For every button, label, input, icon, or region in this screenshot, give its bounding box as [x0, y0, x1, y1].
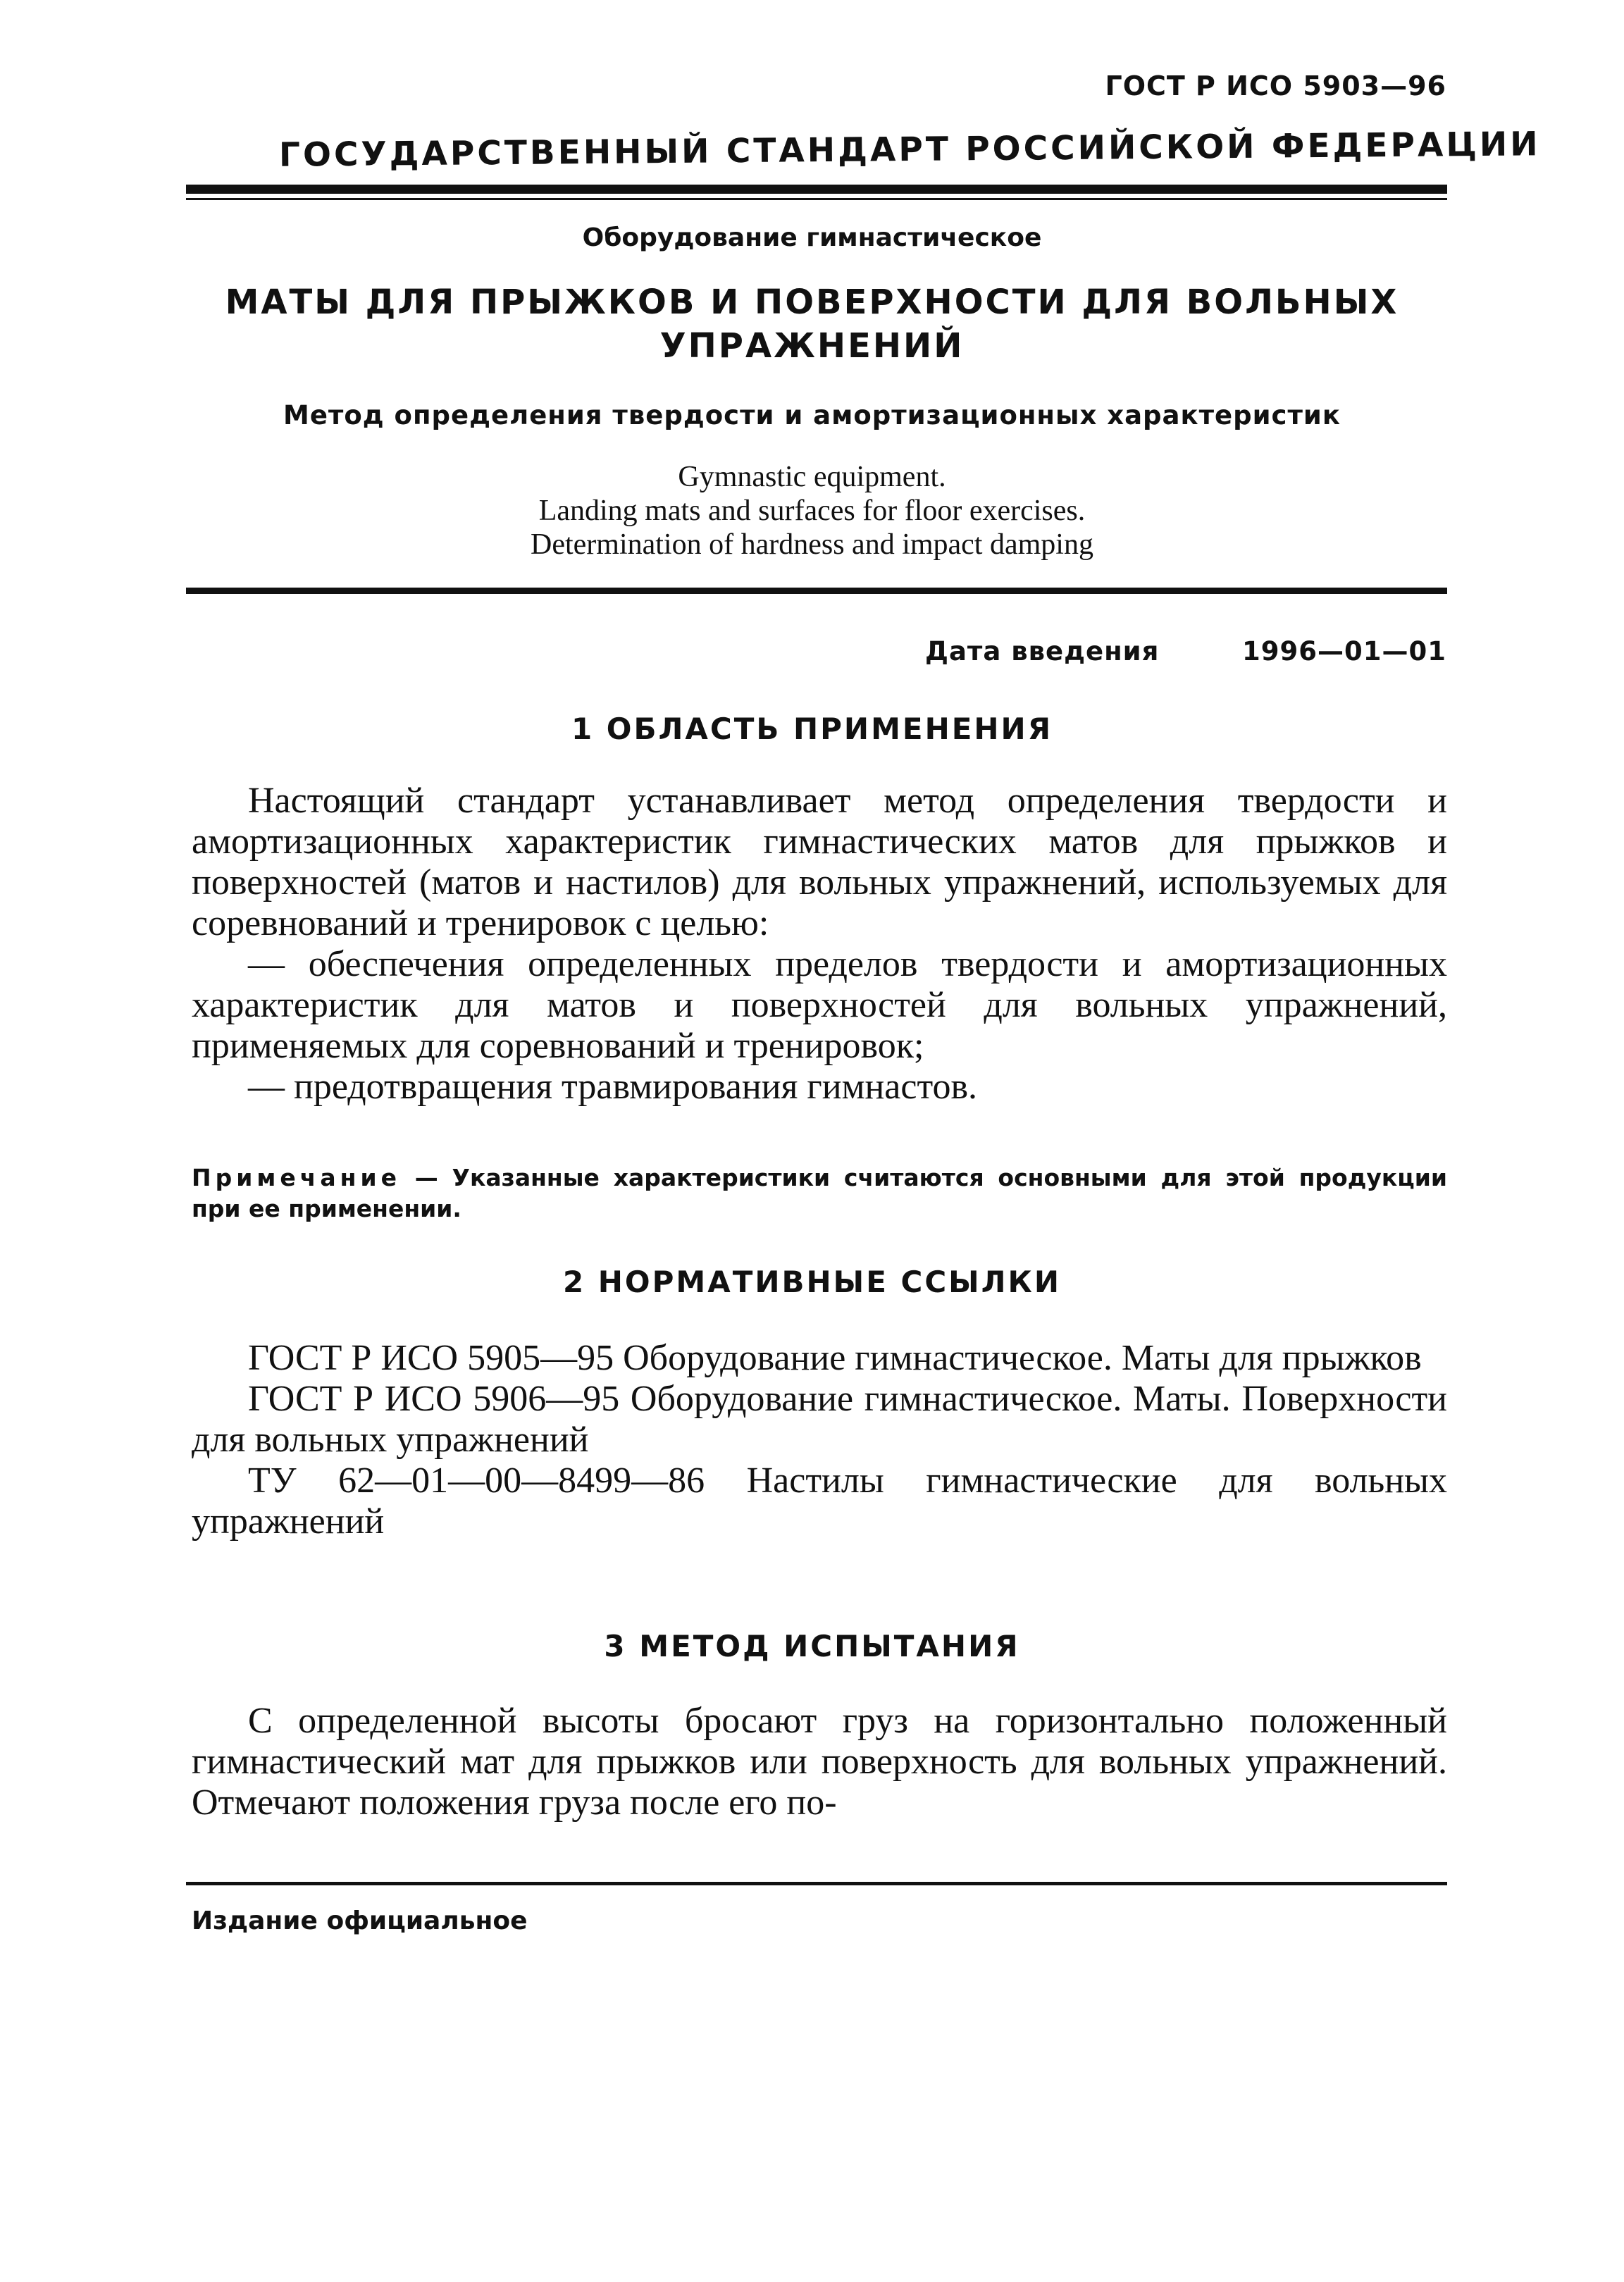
- standard-subtitle: Оборудование гимнастическое: [582, 223, 1042, 252]
- section-2-heading: 2 НОРМАТИВНЫЕ ССЫЛКИ: [562, 1265, 1062, 1299]
- section-3-paragraph: С определенной высоты бросают груз на горизонтально положенный гимнастический мат для прыжков или поверхность для вольных упражнений. Отмечают положения груза после его по-: [192, 1701, 1447, 1823]
- standard-title: [0, 280, 1624, 368]
- english-title: [0, 460, 1624, 562]
- section-1-bullet-2: — предотвращения травмирования гимнастов.: [248, 1067, 978, 1107]
- section-1-note: [192, 1162, 1447, 1224]
- section-2-body: [192, 1338, 1447, 1542]
- document-number: ГОСТ Р ИСО 5903—96: [1105, 70, 1446, 101]
- title-rule: [186, 588, 1447, 594]
- agency-title: ГОСУДАРСТВЕННЫЙ СТАНДАРТ РОССИЙСКОЙ ФЕДЕРАЦИИ: [278, 125, 1541, 175]
- section-3-heading: 3 МЕТОД ИСПЫТАНИЯ: [604, 1629, 1020, 1663]
- section-1-bullet-1: — обеспечения определенных пределов твердости и амортизационных характеристик для матов и поверхностей для вольных упражнений, применяемых для соревнований и тренировок;: [192, 944, 1447, 1066]
- english-line-1: Gymnastic equipment.: [678, 461, 946, 493]
- english-line-2: Landing mats and surfaces for floor exercises.: [538, 495, 1086, 527]
- note-label: Примечание: [192, 1164, 401, 1191]
- edition-note: Издание официальное: [192, 1906, 528, 1935]
- section-1-heading: 1 ОБЛАСТЬ ПРИМЕНЕНИЯ: [571, 712, 1053, 746]
- section-1-body: [192, 781, 1447, 1108]
- reference-item: ТУ 62—01—00—8499—86 Настилы гимнастические для вольных упражнений: [192, 1461, 1447, 1542]
- intro-date-label: Дата введения: [925, 636, 1160, 666]
- note-text: — Указанные характеристики считаются основными для этой продукции при ее применении.: [192, 1164, 1447, 1222]
- section-1-paragraph: Настоящий стандарт устанавливает метод определения твердости и амортизационных характеристик гимнастических матов для прыжков и поверхностей (матов и настилов) для вольных упражнений, используемых для соревнований и тренировок с целью:: [192, 781, 1447, 943]
- header-rule-thick: [186, 185, 1447, 194]
- footer-rule: [186, 1882, 1447, 1885]
- title-line-1: МАТЫ ДЛЯ ПРЫЖКОВ И ПОВЕРХНОСТИ ДЛЯ ВОЛЬНЫХ: [225, 283, 1399, 322]
- method-subtitle: Метод определения твердости и амортизационных характеристик: [283, 400, 1341, 430]
- section-3-body: [192, 1701, 1447, 1823]
- header-rule-thin: [186, 198, 1447, 200]
- reference-item: ГОСТ Р ИСО 5905—95 Оборудование гимнастическое. Маты для прыжков: [248, 1338, 1422, 1378]
- reference-item: ГОСТ Р ИСО 5906—95 Оборудование гимнастическое. Маты. Поверхности для вольных упражнений: [192, 1379, 1447, 1460]
- intro-date-value: 1996—01—01: [1242, 636, 1446, 666]
- title-line-2: УПРАЖНЕНИЙ: [659, 326, 965, 366]
- english-line-3: Determination of hardness and impact damping: [531, 528, 1093, 561]
